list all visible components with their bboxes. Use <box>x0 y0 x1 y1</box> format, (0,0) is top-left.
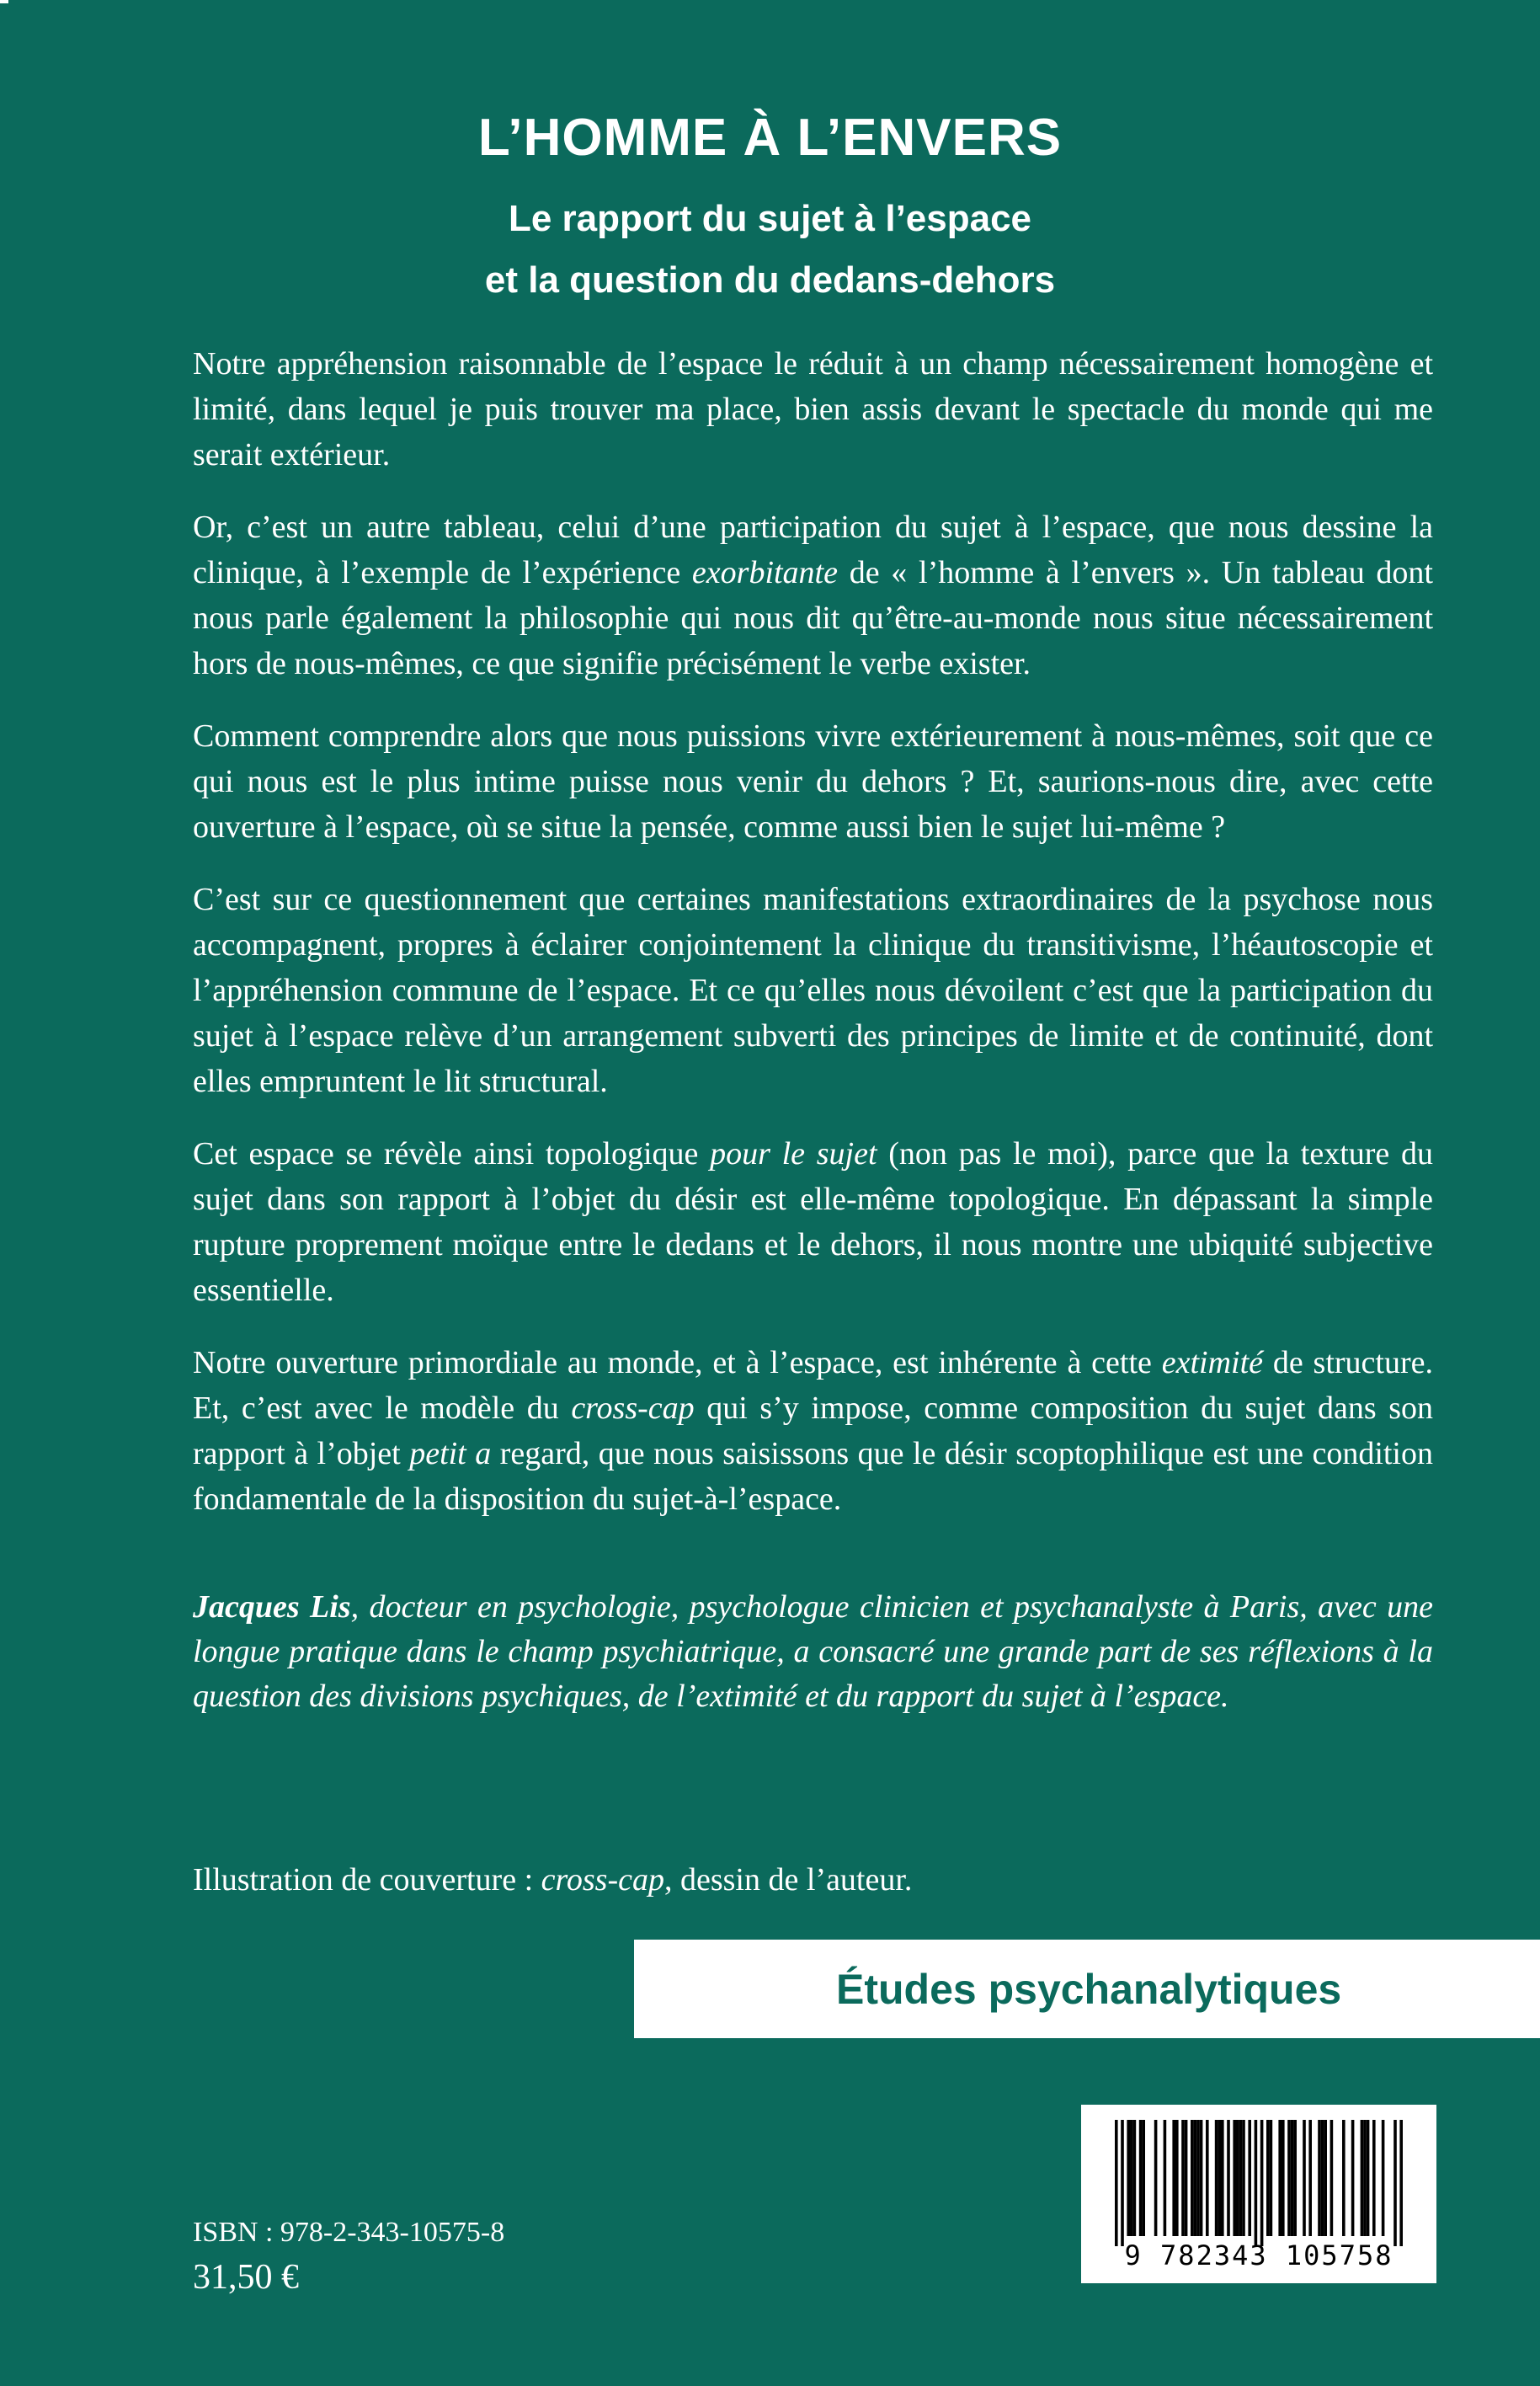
barcode-bar <box>1282 2120 1285 2236</box>
blurb-paragraph-1: Notre appréhension raisonnable de l’espace le réduit à un champ nécessairement homogène et limité, dans lequel je puis trouver ma place, bien assis devant le spectacle du monde qui me serait extérieur. <box>193 346 1433 472</box>
blurb-paragraph-5 <box>193 1131 1433 1313</box>
barcode-bar <box>1303 2120 1306 2236</box>
barcode-bar <box>1367 2120 1370 2236</box>
barcode-bar <box>1164 2120 1167 2236</box>
barcode-bar <box>1293 2120 1297 2236</box>
blurb-text: Notre ouverture primordiale au monde, et à l’espace, est inhérente à cette <box>193 1345 1162 1380</box>
credit-emphasis: cross-cap <box>541 1862 664 1898</box>
barcode-bar <box>1330 2120 1334 2236</box>
barcode-bar <box>1175 2120 1179 2236</box>
credit-text: Illustration de couverture : <box>193 1862 541 1898</box>
barcode-bar <box>1239 2120 1243 2236</box>
barcode-bar <box>1172 2120 1175 2236</box>
book-subtitle-line-2: et la question du dedans-dehors <box>484 259 1056 301</box>
barcode-bar <box>1206 2120 1209 2236</box>
barcode-bar <box>1324 2120 1327 2236</box>
barcode-bar <box>1270 2120 1273 2236</box>
blurb-paragraph-6 <box>193 1340 1433 1522</box>
barcode-bar <box>1308 2120 1312 2236</box>
barcode-bar <box>1142 2120 1145 2236</box>
blurb <box>193 341 1433 1522</box>
barcode-bar <box>1200 2120 1203 2236</box>
blurb-emphasis: pour le sujet <box>710 1136 877 1172</box>
author-bio <box>193 1585 1433 1719</box>
barcode-bar <box>1278 2120 1282 2236</box>
price: 31,50 € <box>193 2258 299 2297</box>
barcode-bar <box>1361 2120 1364 2236</box>
barcode-bar <box>1382 2120 1385 2236</box>
barcode-bar <box>1266 2120 1270 2236</box>
barcode-bar <box>1248 2120 1251 2236</box>
barcode-bar <box>1130 2120 1133 2236</box>
barcode-bar <box>1154 2120 1158 2236</box>
barcode-bar <box>1181 2120 1185 2236</box>
blurb-text: Or, c’est un autre tableau, celui d’une participation du sujet à l’espace, que nous dessine la clinique, à l’exemple de l’expérience <box>193 510 1433 590</box>
barcode <box>1081 2105 1436 2283</box>
blurb-paragraph-2 <box>193 504 1433 686</box>
barcode-bar <box>1393 2120 1397 2246</box>
blurb-paragraph-4: C’est sur ce questionnement que certaines manifestations extraordinaires de la psychose nous accompagnent, propres à éclairer conjointement la clinique du transitivisme, l’héautoscopie et l’appréhension commune de l’espace. Et ce qu’elles nous dévoilent c’est que la participation du sujet à l’espace relève d’un arrangement subverti des principes de limite et de continuité, dont elles empruntent le lit structural. <box>193 882 1433 1099</box>
barcode-bar <box>1218 2120 1221 2236</box>
blurb-text: qui s’y impose, comme composition du sujet dans son rapport à l’objet <box>193 1390 1434 1471</box>
barcode-bar <box>1242 2120 1245 2236</box>
barcode-bar <box>1127 2120 1130 2236</box>
blurb-text: regard, que nous saisissons que le désir scoptophilique est une condition fondamentale de la disposition du sujet-à-l’espace. <box>193 1436 1433 1517</box>
author-name: Jacques Lis <box>193 1589 351 1625</box>
blurb-text: de « l’homme à l’envers ». Un tableau dont nous parle également la philosophie qui nous dit qu’être-au-monde nous situe nécessairement hors de nous-mêmes, ce que signifie précisément le verbe exister. <box>193 555 1433 681</box>
barcode-bar <box>1363 2120 1367 2236</box>
barcode-bar <box>1255 2120 1258 2246</box>
barcode-bar <box>1372 2120 1376 2236</box>
barcode-bar <box>1227 2120 1230 2236</box>
barcode-bar <box>1121 2120 1124 2246</box>
blurb-paragraph-3: Comment comprendre alors que nous puissions vivre extérieurement à nous-mêmes, soit que ce qui nous est le plus intime puisse nous venir du dehors ? Et, saurions-nous dire, avec cette ouverture à l’espace, où se situe la pensée, comme aussi bien le sujet lui-même ? <box>193 718 1433 845</box>
crop-mark <box>0 0 8 3</box>
barcode-bar <box>1185 2120 1188 2236</box>
barcode-bar <box>1133 2120 1137 2236</box>
barcode-bar <box>1221 2120 1224 2236</box>
book-subtitle-line-1: Le rapport du sujet à l’espace <box>508 198 1032 239</box>
blurb-emphasis: petit a <box>409 1436 492 1471</box>
blurb-text: (non pas le moi), parce que la texture du sujet dans son rapport à l’objet du désir est elle-même topologique. En dépassant la simple rupture proprement moïque entre le dedans et le dehors, il nous montre une ubiquité subjective essentielle. <box>193 1136 1434 1308</box>
barcode-bar <box>1318 2120 1321 2236</box>
blurb-text: Cet espace se révèle ainsi topologique <box>193 1136 711 1172</box>
barcode-bar <box>1194 2120 1197 2236</box>
barcode-bar <box>1342 2120 1346 2236</box>
barcode-bar <box>1321 2120 1324 2236</box>
blurb-emphasis: extimité <box>1161 1345 1263 1380</box>
barcode-bar <box>1260 2120 1264 2246</box>
barcode-digits: 9 782343 105758 <box>1124 2239 1393 2271</box>
barcode-bar <box>1191 2120 1194 2236</box>
author-bio-text: , docteur en psychologie, psychologue clinicien et psychanalyste à Paris, avec une longue pratique dans le champ psychiatrique, a consacré une grande part de ses réflexions à la question des divisions psychiques, de l’extimité et du rapport du sujet à l’espace. <box>193 1589 1433 1714</box>
credit-text: , dessin de l’auteur. <box>663 1862 913 1898</box>
barcode-bar <box>1291 2120 1294 2236</box>
blurb-emphasis: exorbitante <box>691 555 838 590</box>
barcode-bar <box>1236 2120 1239 2236</box>
barcode-bar <box>1287 2120 1291 2236</box>
blurb-text: de structure. Et, c’est avec le modèle du <box>193 1345 1433 1426</box>
barcode-bar <box>1215 2120 1218 2236</box>
book-title: L’HOMME À L’ENVERS <box>477 109 1063 167</box>
barcode-bar <box>1115 2120 1118 2246</box>
barcode-bar <box>1139 2120 1143 2236</box>
blurb-emphasis: cross-cap <box>571 1390 695 1426</box>
collection-name: Études psychanalytiques <box>836 1966 1342 2013</box>
illustration-credit <box>193 1860 912 1900</box>
barcode-bar <box>1351 2120 1355 2236</box>
barcode-bar <box>1196 2120 1200 2236</box>
barcode-bar <box>1399 2120 1403 2246</box>
isbn: ISBN : 978-2-343-10575-8 <box>193 2217 505 2248</box>
barcode-bar <box>1233 2120 1236 2236</box>
